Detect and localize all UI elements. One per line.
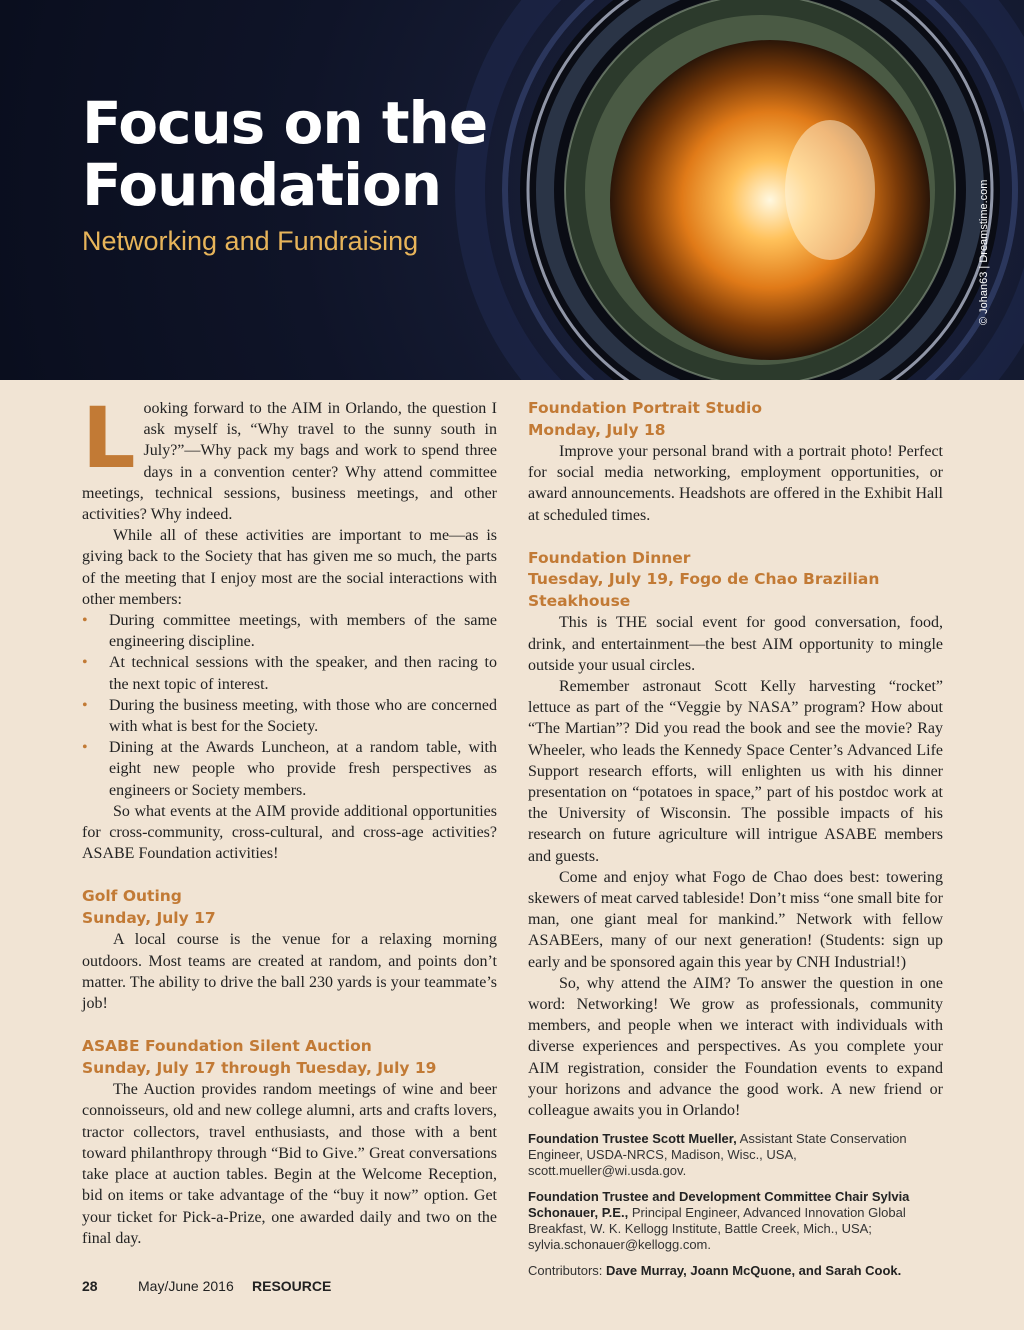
- dinner-paragraph-3: Come and enjoy what Fogo de Chao does best: towering skewers of meat carved tableside! Don’t miss “one small bite for man, one giant meal for mankind.” Network with fellow ASABEers, many of our next generation! (Students: sign up early and be sponsored again this year by CNH Industrial!): [528, 868, 943, 971]
- issue-date: May/June 2016: [138, 1278, 234, 1294]
- bio-name: Foundation Trustee Scott Mueller,: [528, 1131, 737, 1147]
- hero-banner: [0, 0, 1024, 380]
- intro-paragraph-1: ooking forward to the AIM in Orlando, the question I ask myself is, “Why travel to the sunny south in July?”—Why pack my bags and work to spend three days in a convention center? Why attend committee meetings, technical sessions, business meetings, and other activities? Why indeed.: [82, 400, 497, 524]
- photo-credit: © Johan63 | Dreamstime.com: [978, 179, 990, 325]
- intro-paragraph-3: So what events at the AIM provide additional opportunities for cross-community, cross-cultural, and cross-age activities? ASABE Foundation activities!: [82, 802, 497, 863]
- contributors: [528, 1263, 943, 1279]
- golf-date: Sunday, July 17: [82, 908, 216, 927]
- list-item: • During the business meeting, with those who are concerned with what is best for the Society.: [82, 695, 497, 737]
- author-bio-mueller: [528, 1131, 943, 1179]
- left-column: [82, 389, 497, 1249]
- auction-heading: ASABE Foundation Silent Auction: [82, 1037, 372, 1056]
- list-item: • Dining at the Awards Luncheon, at a random table, with eight new people who provide fresh perspectives as engineers or Society members.: [82, 737, 497, 801]
- intro-paragraph-2: While all of these activities are important to me—as is giving back to the Society that has given me so much, the parts of the meeting that I enjoy most are the social interactions with other members:: [82, 527, 497, 608]
- dinner-paragraph-4: So, why attend the AIM? To answer the question in one word: Networking! We grow as professionals, community members, and people when we interact with individuals with diverse experiences and perspectives. As you complete your AIM registration, consider the Foundation events to expand your horizons and advance the good work. A new friend or colleague awaits you in Orlando!: [528, 974, 943, 1119]
- contributors-names: Dave Murray, Joann McQuone, and Sarah Cook.: [606, 1263, 902, 1279]
- page-title: [82, 89, 488, 219]
- portrait-date: Monday, July 18: [528, 420, 666, 439]
- magazine-name: RESOURCE: [252, 1278, 332, 1294]
- dinner-paragraph-1: This is THE social event for good conversation, food, drink, and entertainment—the best AIM opportunity to mingle outside your usual circles.: [528, 614, 943, 674]
- right-column: [528, 398, 943, 1279]
- auction-text: The Auction provides random meetings of wine and beer connoisseurs, old and new college alumni, arts and crafts lovers, tractor collectors, travel enthusiasts, and those with a bent toward philanthropy through “Bid to Give.” Great conversations take place at auction tables. Begin at the Welcome Reception, bid on items or take advantage of the “buy it now” option. Get your ticket for Pick-a-Prize, one awarded daily and two on the final day.: [82, 1081, 497, 1247]
- page-subtitle: Networking and Fundraising: [82, 226, 419, 256]
- title-line-1: Focus on the: [82, 89, 488, 157]
- intro-bullet-list: [82, 610, 497, 801]
- portrait-heading: Foundation Portrait Studio: [528, 399, 762, 417]
- bio-info: Principal Engineer, Advanced Innovation Global Breakfast, W. K. Kellogg Institute, Battle Creek, Mich., USA; sylvia.schonauer@kellogg.com.: [528, 1205, 906, 1253]
- bio-name: Foundation Trustee and Development Committee Chair Sylvia Schonauer, P.E.,: [528, 1189, 910, 1221]
- contributors-label: Contributors:: [528, 1263, 607, 1279]
- dinner-date: Tuesday, July 19, Fogo de Chao Brazilian Steakhouse: [528, 570, 880, 610]
- author-bio-schonauer: [528, 1189, 943, 1253]
- title-line-2: Foundation: [82, 151, 442, 219]
- golf-heading: Golf Outing: [82, 887, 182, 906]
- dinner-paragraph-2: Remember astronaut Scott Kelly harvesting “rocket” lettuce as part of the “Veggie by NASA” program? How about “The Martian”? Did you read the book and see the movie? Ray Wheeler, who leads the Kennedy Space Center’s Advanced Life Support research efforts, will enlighten us with his dinner presentation on “potatoes in space,” part of his postdoc work at the University of Wisconsin. The possible impacts of his research on future agriculture will intrigue ASABE members and guests.: [528, 677, 943, 865]
- drop-cap: L: [82, 389, 136, 487]
- auction-date: Sunday, July 17 through Tuesday, July 19: [82, 1058, 437, 1077]
- list-item: • During committee meetings, with members of the same engineering discipline.: [82, 610, 497, 652]
- bio-info: Assistant State Conservation Engineer, USDA-NRCS, Madison, Wisc., USA, scott.mueller@wi.usda.gov.: [528, 1131, 907, 1179]
- page-number: 28: [82, 1278, 98, 1294]
- portrait-text: Improve your personal brand with a portrait photo! Perfect for social media networking, employment opportunities, or award announcements. Headshots are offered in the Exhibit Hall at scheduled times.: [528, 443, 943, 524]
- list-item: • At technical sessions with the speaker, and then racing to the next topic of interest.: [82, 652, 497, 694]
- dinner-heading: Foundation Dinner: [528, 548, 691, 567]
- golf-text: A local course is the venue for a relaxing morning outdoors. Most teams are created at random, and points don’t matter. The ability to drive the ball 230 yards is your teammate’s job!: [82, 931, 497, 1013]
